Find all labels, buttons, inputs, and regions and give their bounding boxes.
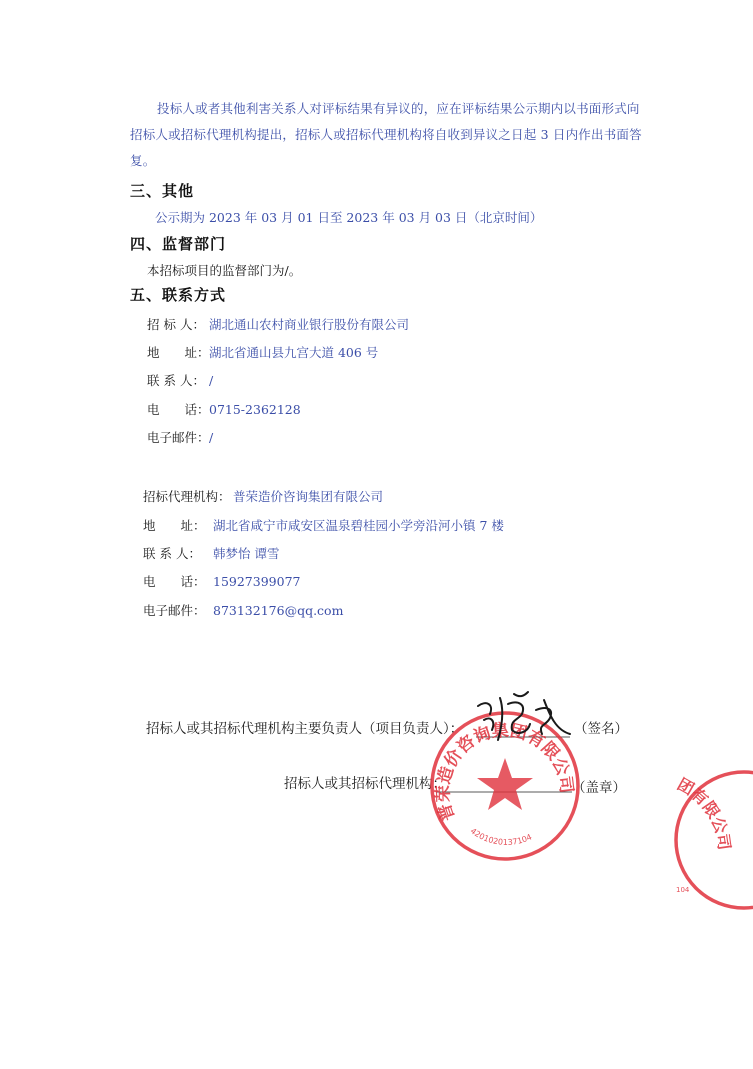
sign-line-label: 招标人或其招标代理机构主要负责人（项目负责人）： xyxy=(146,721,464,737)
tenderer-address-value: 湖北省通山县九宫大道 406 号 xyxy=(209,345,379,360)
seal-code: 4201020137104 xyxy=(468,826,534,847)
agency-name-label: 招标代理机构： xyxy=(143,489,231,504)
seal-line-label: 招标人或其招标代理机构： xyxy=(284,776,446,792)
partial-seal-stamp xyxy=(668,768,753,913)
agency-address-label: 地 址： xyxy=(143,518,206,533)
svg-text:4201020137104 xyxy=(469,826,534,847)
partial-seal-code: 104 xyxy=(676,886,690,894)
seal-star-icon xyxy=(477,758,533,810)
agency-contact-label: 联 系 人： xyxy=(143,546,201,561)
tenderer-name-value: 湖北通山农村商业银行股份有限公司 xyxy=(209,317,410,332)
seal-suffix: （盖章） xyxy=(572,780,626,796)
agency-email-label: 电子邮件： xyxy=(143,603,206,618)
tenderer-email-label: 电子邮件： xyxy=(147,430,210,445)
section-5-heading: 五、联系方式 xyxy=(130,286,227,304)
handwritten-signature xyxy=(470,690,580,750)
tenderer-phone-value: 0715-2362128 xyxy=(209,402,301,417)
agency-phone-label: 电 话： xyxy=(143,574,206,589)
supervision-text: 本招标项目的监督部门为/。 xyxy=(147,263,302,278)
partial-seal-text: 团有限公司 xyxy=(674,774,735,852)
tenderer-contact-label: 联 系 人： xyxy=(147,373,205,388)
tenderer-contact-value: / xyxy=(209,373,214,388)
agency-phone-value: 15927399077 xyxy=(213,574,301,589)
sign-suffix: （签名） xyxy=(574,721,628,737)
agency-contact-value: 韩梦怡 谭雪 xyxy=(213,546,280,561)
tenderer-phone-label: 电 话： xyxy=(147,402,210,417)
seal-arc-text: 普荣造价咨询集团有限公司 xyxy=(433,720,577,824)
agency-name-value: 普荣造价咨询集团有限公司 xyxy=(233,489,384,504)
objection-paragraph: 投标人或者其他利害关系人对评标结果有异议的，应在评标结果公示期内以书面形式向招标人或招标代理机构提出，招标人或招标代理机构将自收到异议之日起 3 日内作出书面答复。 xyxy=(130,101,642,168)
tenderer-address-label: 地 址： xyxy=(147,345,210,360)
agency-email-value: 873132176@qq.com xyxy=(213,603,344,618)
section-4-heading: 四、监督部门 xyxy=(130,235,227,253)
tenderer-name-label: 招 标 人： xyxy=(147,317,205,332)
publicity-period-text: 公示期为 2023 年 03 月 01 日至 2023 年 03 月 03 日（北京时间） xyxy=(155,210,543,225)
agency-address-value: 湖北省咸宁市咸安区温泉碧桂园小学旁沿河小镇 7 楼 xyxy=(213,518,504,533)
tenderer-email-value: / xyxy=(209,430,214,445)
section-3-heading: 三、其他 xyxy=(130,182,195,200)
